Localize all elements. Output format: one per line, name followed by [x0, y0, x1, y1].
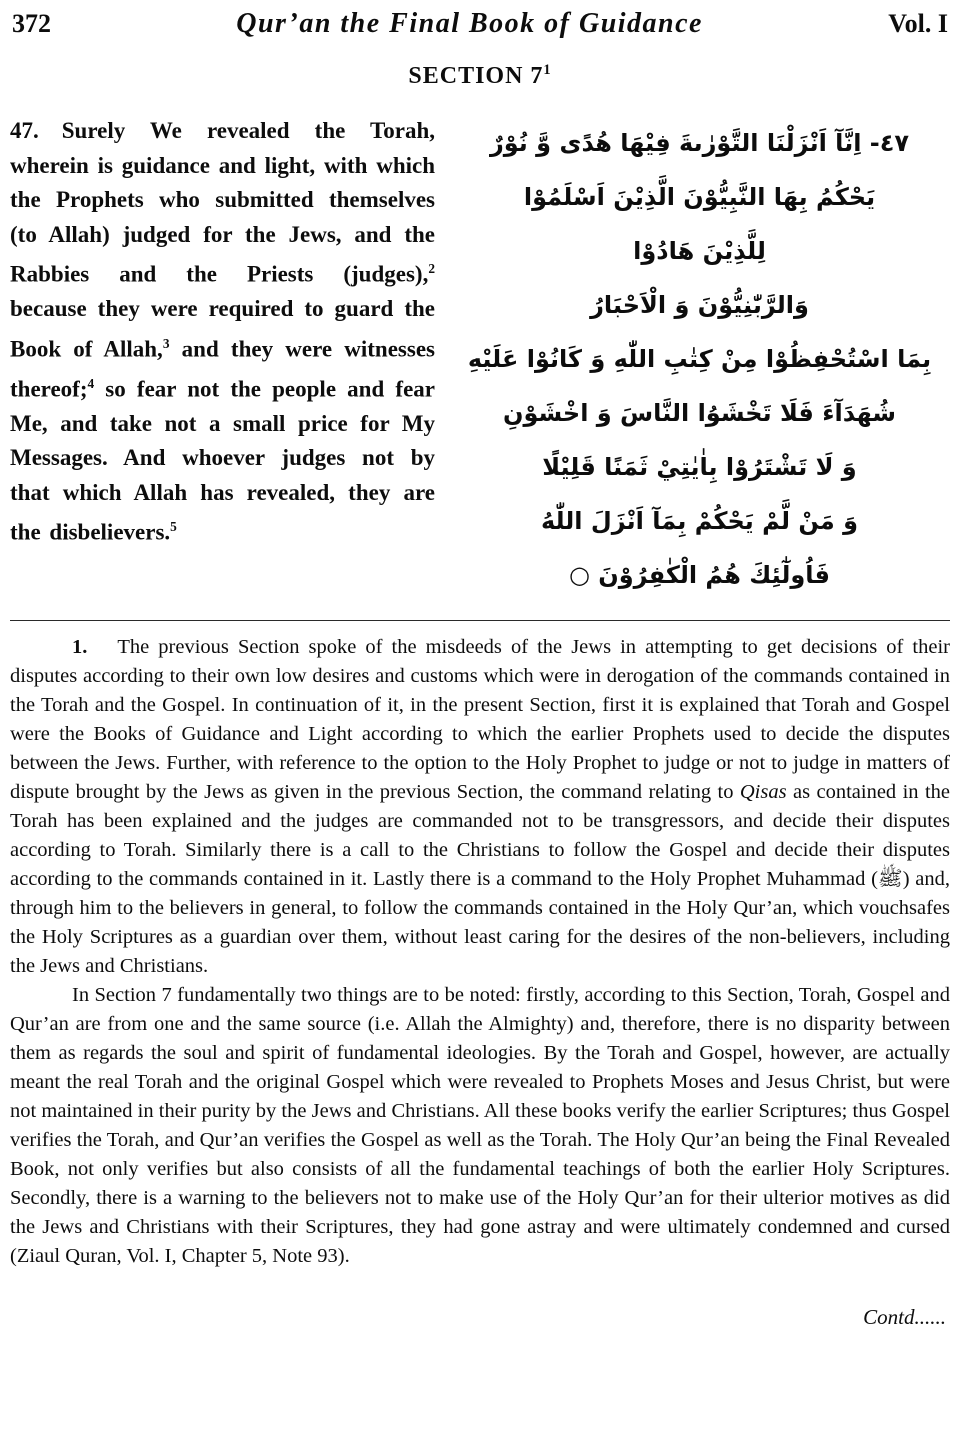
- footnote-ref-3: 3: [162, 335, 170, 351]
- contd-text: Contd......: [863, 1305, 946, 1329]
- contd-label: [10, 1305, 950, 1330]
- translation-text-4: so fear not the people and fear Me, and take not a small price for My Messages. And whoever judges not by that which Allah has revealed, they are the disbelievers.: [10, 376, 435, 546]
- arabic-line-2: يَحْكُمُ بِهَا النَّبِيُّوْنَ الَّذِيْنَ اَسْلَمُوْا: [523, 183, 876, 211]
- arabic-line-5: بِمَا اسْتُحْفِظُوْا مِنْ كِتٰبِ اللّٰهِ وَ كَانُوْا عَلَيْهِ: [467, 345, 932, 373]
- translation-text-1: 47. Surely We revealed the Torah, wherein is guidance and light, with which the Prophets who submitted themselves (to Allah) judged for the Jews, and the Rabbies and the Priests (judges),: [10, 118, 435, 287]
- arabic-line-7: وَ لَا تَشْتَرُوْا بِاٰيٰتِيْ ثَمَنًا قَلِيْلًا: [542, 453, 857, 481]
- arabic-line-6: شُهَدَآءَ فَلَا تَخْشَوُا النَّاسَ وَ اخْشَوْنِ: [502, 399, 897, 427]
- verse-block: [10, 114, 950, 602]
- verse-translation: [10, 114, 435, 602]
- running-title: Qur’an the Final Book of Guidance: [236, 8, 703, 39]
- section-heading-text: SECTION 7: [408, 63, 544, 89]
- section-heading: [10, 62, 950, 90]
- footnote-marker: 1.: [72, 636, 88, 658]
- section-divider: [10, 620, 950, 621]
- verse-arabic: [449, 114, 950, 602]
- arabic-line-1: ٤٧- اِنَّآ اَنْزَلْنَا التَّوْرٰىةَ فِيْهَا هُدًى وَّ نُوْرٌ: [489, 129, 910, 157]
- arabic-line-9: فَاُولٰٓئِكَ هُمُ الْكٰفِرُوْنَ ○: [568, 561, 831, 589]
- pbuh-symbol: ﷺ: [877, 868, 903, 890]
- page-number: 372: [12, 9, 51, 38]
- footnote-italic-term: Qisas: [739, 781, 787, 803]
- translation-text-2: because they were required to guard the Book of Allah,: [10, 296, 435, 362]
- translation-text-3: and they were witnesses thereof;: [10, 336, 435, 402]
- volume-label: Vol. I: [888, 9, 948, 38]
- arabic-line-4: وَالرَّبّٰنِيُّوْنَ وَ الْاَحْبَارُ: [590, 291, 809, 319]
- footnote-ref-2: 2: [428, 261, 435, 276]
- footnote-ref-5: 5: [170, 519, 177, 535]
- footnotes-section: [10, 633, 950, 1271]
- footnote-1-para-1: [10, 633, 950, 981]
- arabic-line-3: لِلَّذِيْنَ هَادُوْا: [633, 237, 766, 265]
- footnote-text-b: as contained in the Torah has been explained and the judges are commanded not to be transgressors, and decide their disputes according to Torah. Similarly there is a call to the Christians to follow the Gospel and decide their disputes according to the commands contained in it. Lastly there is a command to the Holy Prophet Muhammad (: [10, 781, 950, 890]
- arabic-line-8: وَ مَنْ لَّمْ يَحْكُمْ بِمَآ اَنْزَلَ اللّٰهُ: [540, 507, 859, 535]
- section-footnote-ref: 1: [543, 62, 552, 78]
- page-header: [10, 8, 950, 40]
- footnote-text-a: The previous Section spoke of the misdeeds of the Jews in attempting to get decisions of their disputes according to their own low desires and customs which were in derogation of the commands contained in the Torah and the Gospel. In continuation of it, in the present Section, first it is explained that Torah and Gospel were the Books of Guidance and Light according to which the earlier Prophets used to decide the disputes between the Jews. Further, with reference to the option to the Holy Prophet to judge or not to judge in matters of dispute brought by the Jews as given in the previous Section, the command relating to: [10, 636, 950, 803]
- footnote-1-para-2: In Section 7 fundamentally two things are to be noted: firstly, according to this Section, Torah, Gospel and Qur’an are from one and the same source (i.e. Allah the Almighty) and, therefore, there is no disparity between them as regards the soul and spirit of fundamental ideologies. By the Torah and Gospel, however, are actually meant the real Torah and the original Gospel which were revealed to Prophets Moses and Jesus Christ, but were not maintained in their purity by the Jews and Christians. All these books verify the earlier Scriptures; thus Gospel verifies the Torah, and Qur’an verifies the Gospel as well as the Torah. The Holy Qur’an being the Final Revealed Book, not only verifies but also consists of all the fundamental teachings of both the earlier Holy Scriptures. Secondly, there is a warning to the believers not to make use of the Holy Qur’an for their ulterior motives as did the Jews and Christians with their Scriptures, they had gone astray and were ultimately condemned and cursed (Ziaul Quran, Vol. I, Chapter 5, Note 93).: [10, 984, 950, 1267]
- footnote-text-c: ) and, through him to the believers in general, to follow the commands contained in the Holy Qur’an, which vouchsafes the Holy Scriptures as a guardian over them, without least caring for the desires of the non-believers, including the Jews and Christians.: [10, 868, 950, 977]
- footnote-ref-4: 4: [87, 375, 95, 391]
